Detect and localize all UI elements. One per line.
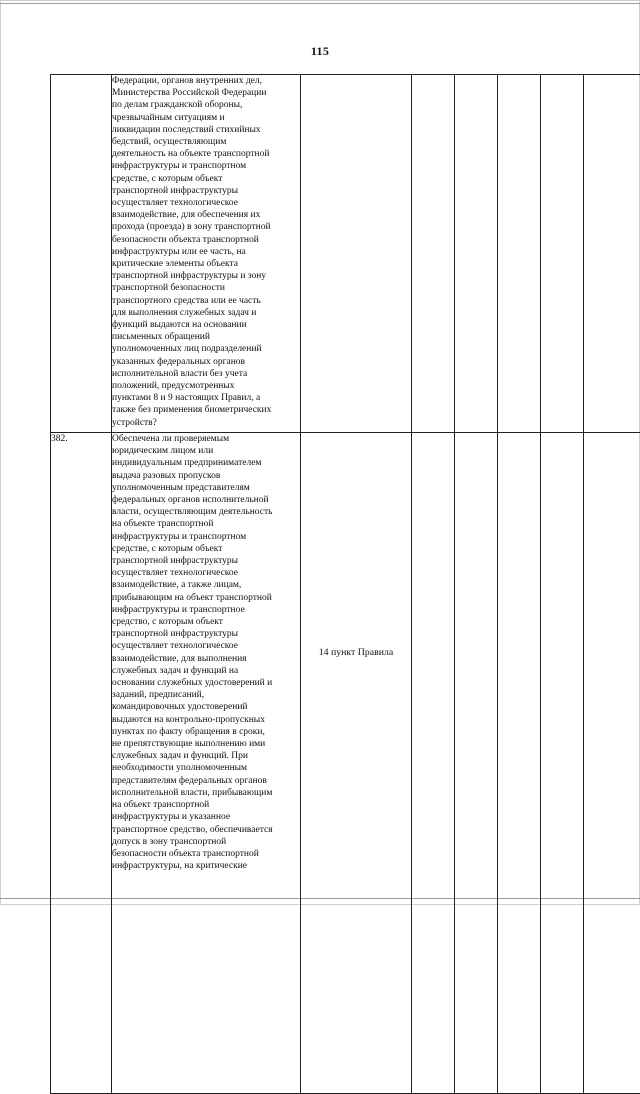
question-cell — [112, 75, 301, 433]
answer-cell-not-applicable — [498, 433, 541, 1094]
answer-cell-extra — [541, 433, 584, 1094]
notes-cell — [584, 75, 640, 433]
question-text: Федерации, органов внутренних дел, Министерства Российской Федерации по делам гражданской обороны, чрезвычайным ситуациям и ликвидации последствий стихийных бедствий, осуществляющим деятельность на объекте транспортной инфраструктуры и транспортном средстве, с которым объект транспортной инфраструктуры осуществляет технологическое взаимодействие, для обеспечения их прохода (проезда) в зону транспортной безопасности объекта транспортной инфраструктуры или ее часть, на критические элементы объекта транспортной инфраструктуры и зону транспортной безопасности транспортного средства или ее часть для выполнения служебных задач и функций выдаются на основании письменных обращений уполномоченных лиц подразделений указанных федеральных органов исполнительной власти без учета положений, предусмотренных пунктами 8 и 9 настоящих Правил, а также без применения биометрических устройств? — [112, 75, 300, 429]
answer-cell-no — [455, 433, 498, 1094]
answer-cell-yes — [412, 75, 455, 433]
row-number-cell: 382. — [51, 433, 112, 1094]
answer-cell-not-applicable — [498, 75, 541, 433]
notes-cell — [584, 433, 640, 1094]
table-row — [51, 433, 640, 1094]
answer-cell-yes — [412, 433, 455, 1094]
page-number: 115 — [0, 44, 640, 59]
question-text: Обеспечена ли проверяемым юридическим лицом или индивидуальным предпринимателем выдача разовых пропусков уполномоченным представителям федеральных органов исполнительной власти, осуществляющим деятельность на объекте транспортной инфраструктуры и транспортном средстве, с которым объект транспортной инфраструктуры осуществляет технологическое взаимодействие, а также лицам, прибывающим на объект транспортной инфраструктуры и транспортное средство, с которым объект транспортной инфраструктуры осуществляет технологическое взаимодействие, для выполнения служебных задач и функций на основании служебных удостоверений и заданий, предписаний, командировочных удостоверений выдаются на контрольно-пропускных пунктах по факту обращения в сроки, не препятствующие выполнению ими служебных задач и функций. При необходимости уполномоченным представителям федеральных органов исполнительной власти, прибывающим на объект транспортной инфраструктуры и указанное транспортное средство, обеспечивается допуск в зону транспортной безопасности объекта транспортной инфраструктуры, на критические — [112, 433, 300, 872]
question-cell — [112, 433, 301, 1094]
scan-top-edge — [0, 3, 640, 4]
checklist-table — [50, 74, 640, 1094]
row-number-cell — [51, 75, 112, 433]
table-row — [51, 75, 640, 433]
legal-reference-cell — [301, 75, 412, 433]
answer-cell-no — [455, 75, 498, 433]
answer-cell-extra — [541, 75, 584, 433]
legal-reference-cell: 14 пункт Правила — [301, 433, 412, 1094]
